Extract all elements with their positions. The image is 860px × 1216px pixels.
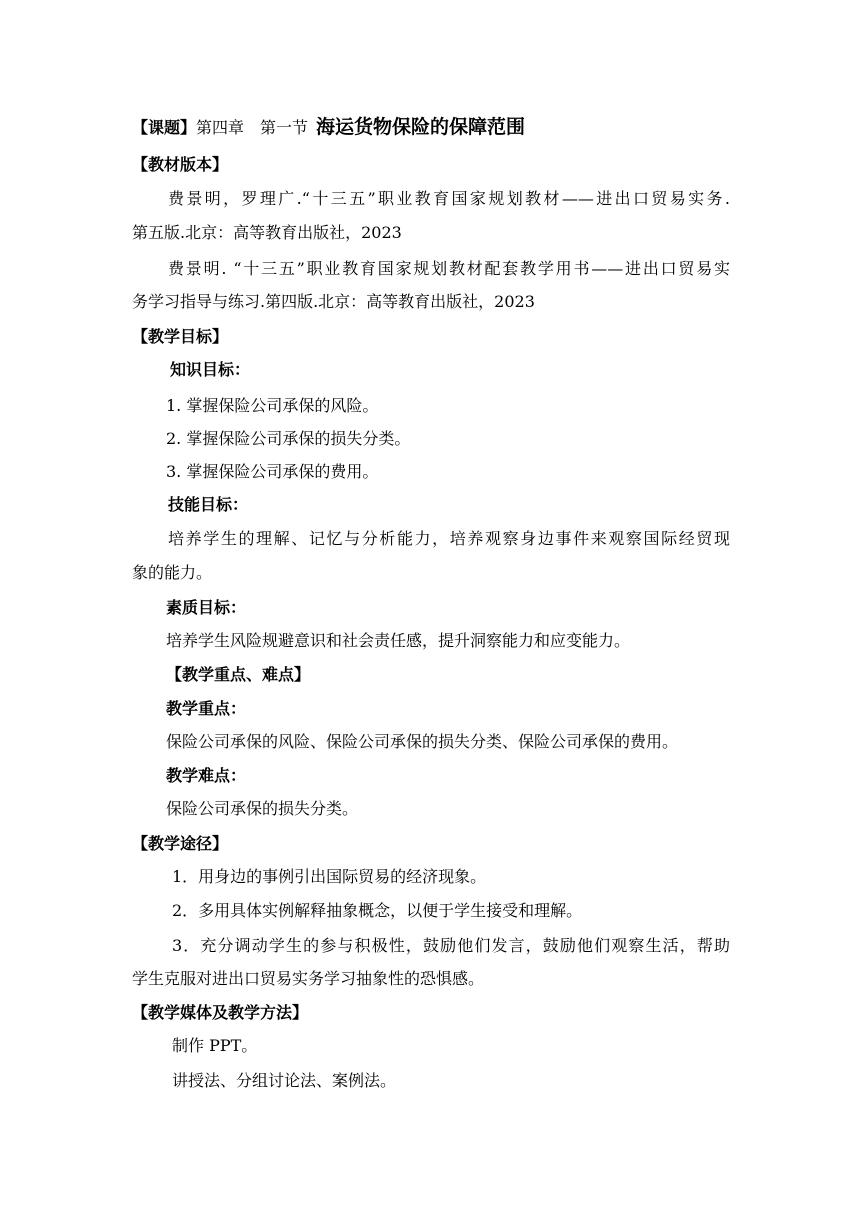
textbook-ref2-line2: 务学习指导与练习.第四版.北京：高等教育出版社，2023 — [132, 292, 535, 311]
textbook-ref1-line2: 第五版.北京：高等教育出版社，2023 — [132, 223, 402, 242]
quality-text: 培养学生风险规避意识和社会责任感，提升洞察能力和应变能力。 — [166, 631, 631, 650]
quality-heading: 素质目标： — [166, 598, 247, 617]
approach-item-3-line2: 学生克服对进出口贸易实务学习抽象性的恐惧感。 — [132, 969, 485, 988]
lesson-chapter: 第四章 第一节 — [196, 118, 309, 137]
lesson-title-line — [132, 116, 525, 139]
skill-heading: 技能目标： — [168, 495, 249, 514]
skill-text-line1: 培养学生的理解、记忆与分析能力，培养观察身边事件来观察国际经贸现 — [168, 529, 730, 548]
difficult-text: 保险公司承保的损失分类。 — [166, 799, 359, 818]
textbook-ref2-line1: 费景明. “十三五”职业教育国家规划教材配套教学用书——进出口贸易实 — [168, 259, 730, 278]
objectives-heading: 【教学目标】 — [132, 327, 229, 346]
approach-item-1: 1．用身边的事例引出国际贸易的经济现象。 — [172, 867, 487, 886]
approach-item-2: 2．多用具体实例解释抽象概念，以便于学生接受和理解。 — [172, 901, 583, 920]
lesson-title-label: 【课题】 — [132, 118, 197, 137]
knowledge-item-1: 1. 掌握保险公司承保的风险。 — [166, 396, 379, 415]
key-points-heading: 【教学重点、难点】 — [166, 665, 311, 684]
knowledge-item-3: 3. 掌握保险公司承保的费用。 — [166, 462, 379, 481]
key-heading: 教学重点： — [166, 699, 247, 718]
media-line-1: 制作 PPT。 — [172, 1036, 258, 1055]
difficult-heading: 教学难点： — [166, 766, 247, 785]
knowledge-item-2: 2. 掌握保险公司承保的损失分类。 — [166, 429, 411, 448]
knowledge-heading: 知识目标： — [170, 360, 251, 379]
approach-heading: 【教学途径】 — [132, 834, 229, 853]
media-line-2: 讲授法、分组讨论法、案例法。 — [172, 1071, 397, 1090]
textbook-ref1-line1: 费景明，罗理广.“十三五”职业教育国家规划教材——进出口贸易实务. — [168, 189, 730, 208]
skill-text-line2: 象的能力。 — [132, 563, 213, 582]
key-text: 保险公司承保的风险、保险公司承保的损失分类、保险公司承保的费用。 — [166, 732, 679, 751]
media-heading: 【教学媒体及教学方法】 — [132, 1003, 309, 1022]
textbook-heading: 【教材版本】 — [132, 155, 229, 174]
approach-item-3-line1: 3．充分调动学生的参与积极性，鼓励他们发言，鼓励他们观察生活，帮助 — [172, 936, 730, 955]
lesson-title: 海运货物保险的保障范围 — [316, 116, 526, 138]
